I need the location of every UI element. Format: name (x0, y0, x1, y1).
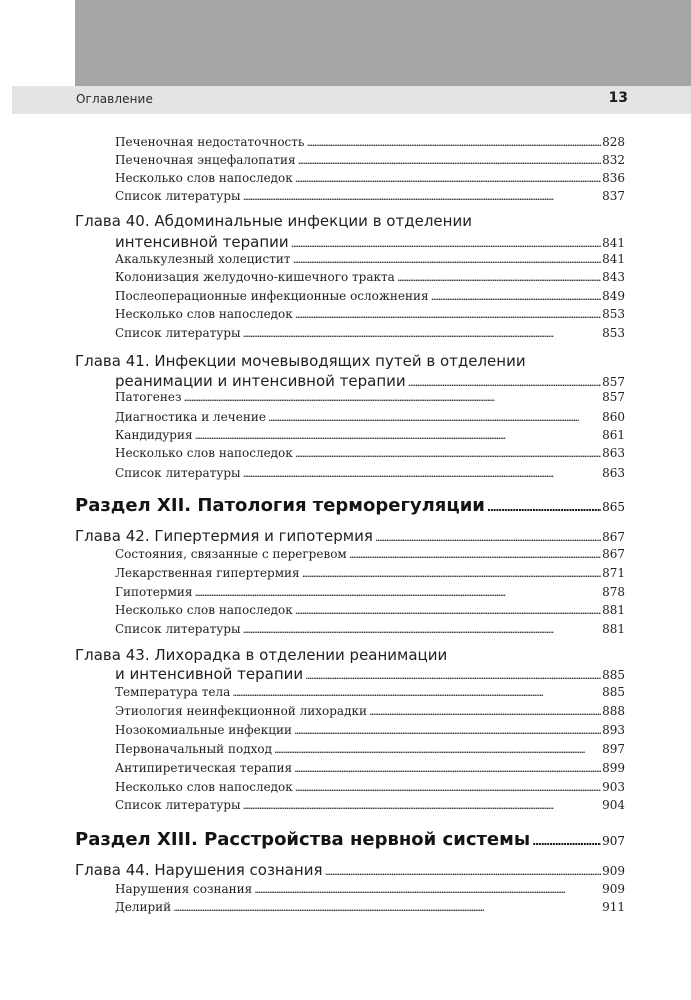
toc-entry-title: Температура тела (115, 685, 231, 699)
toc-entry[interactable] (115, 306, 625, 323)
chapter-entry[interactable] (115, 664, 625, 686)
toc-entry[interactable] (115, 722, 625, 739)
chapter-page: 867 (602, 530, 625, 544)
toc-entry-title: Кандидурия (115, 428, 193, 442)
toc-entry-page: 853 (602, 326, 625, 340)
toc-entry-title: Несколько слов напоследок (115, 171, 293, 185)
toc-entry-title: Антипиретическая терапия (115, 761, 293, 775)
toc-entry-page: 881 (602, 622, 625, 636)
toc-entry-page: 903 (602, 780, 625, 794)
toc-entry-title: Нарушения сознания (115, 882, 253, 896)
toc-entry-title: Первоначальный подход (115, 742, 272, 756)
toc-entry[interactable] (115, 269, 625, 286)
leader-dots (306, 134, 601, 151)
toc-entry-title: Печеночная недостаточность (115, 135, 305, 149)
toc-entry[interactable] (115, 409, 625, 426)
leader-dots (295, 306, 601, 323)
toc-entry[interactable] (115, 797, 625, 814)
leader-dots (254, 881, 601, 898)
leader-dots (375, 526, 601, 548)
chapter-title-line[interactable]: Глава 41. Инфекции мочевыводящих путей в отделении (75, 352, 526, 370)
toc-entry-page: 867 (602, 547, 625, 561)
toc-entry-title: Диагностика и лечение (115, 410, 266, 424)
toc-entry-title: Колонизация желудочно-кишечного тракта (115, 270, 395, 284)
toc-entry[interactable] (115, 621, 625, 638)
page-number: 13 (608, 90, 628, 106)
toc-entry-title: Печеночная энцефалопатия (115, 153, 296, 167)
leader-dots (173, 899, 601, 916)
toc-entry[interactable] (115, 703, 625, 720)
leader-dots (184, 389, 602, 406)
leader-dots (293, 251, 602, 268)
toc-entry[interactable] (115, 188, 625, 205)
toc-entry[interactable] (115, 427, 625, 444)
toc-entry[interactable] (115, 288, 625, 305)
toc-entry-page: 857 (602, 390, 625, 404)
leader-dots (243, 325, 602, 342)
toc-entry[interactable] (115, 881, 625, 898)
toc-entry-title: Послеоперационные инфекционные осложнения (115, 289, 429, 303)
toc-entry-page: 871 (602, 566, 625, 580)
toc-entry-page: 837 (602, 189, 625, 203)
chapter-entry[interactable] (75, 860, 625, 882)
leader-dots (431, 288, 602, 305)
leader-dots (302, 565, 602, 582)
toc-entry-page: 828 (602, 135, 625, 149)
toc-entry[interactable] (115, 602, 625, 619)
section-title: Раздел XIII. Расстройства нервной системы (75, 829, 531, 850)
toc-entry-page: 885 (602, 685, 625, 699)
section-page: 907 (602, 834, 625, 848)
toc-entry-title: Список литературы (115, 466, 241, 480)
chapter-page: 857 (602, 375, 625, 389)
toc-entry-title: Список литературы (115, 798, 241, 812)
toc-entry-title: Несколько слов напоследок (115, 780, 293, 794)
toc-entry[interactable] (115, 546, 625, 563)
toc-entry[interactable] (115, 899, 625, 916)
chapter-title-line[interactable]: Глава 43. Лихорадка в отделении реанимации (75, 646, 448, 664)
leader-dots (294, 722, 601, 739)
section-entry[interactable] (75, 828, 625, 854)
chapter-page: 909 (602, 864, 625, 878)
chapter-title: Глава 42. Гипертермия и гипотермия (75, 527, 373, 545)
chapter-title-continuation: реанимации и интенсивной терапии (115, 372, 406, 390)
leader-dots (243, 621, 602, 638)
toc-entry-title: Несколько слов напоследок (115, 603, 293, 617)
toc-entry-page: 861 (602, 428, 625, 442)
toc-entry[interactable] (115, 152, 625, 169)
toc-entry-title: Список литературы (115, 189, 241, 203)
leader-dots (532, 828, 601, 854)
toc-entry-page: 843 (602, 270, 625, 284)
toc-entry[interactable] (115, 741, 625, 758)
leader-dots (243, 188, 602, 205)
leader-dots (268, 409, 601, 426)
toc-entry[interactable] (115, 760, 625, 777)
leader-dots (349, 546, 601, 563)
section-title: Раздел XII. Патология терморегуляции (75, 495, 485, 516)
chapter-title: Глава 44. Нарушения сознания (75, 861, 323, 879)
toc-entry-page: 878 (602, 585, 625, 599)
toc-entry-page: 893 (602, 723, 625, 737)
toc-entry-title: Делирий (115, 900, 172, 914)
chapter-title-continuation: и интенсивной терапии (115, 665, 304, 683)
chapter-entry[interactable] (75, 526, 625, 548)
chapter-title-continuation: интенсивной терапии (115, 233, 289, 251)
toc-entry-title: Список литературы (115, 622, 241, 636)
toc-entry-page: 888 (602, 704, 625, 718)
chapter-title-line[interactable]: Глава 40. Абдоминальные инфекции в отделении (75, 212, 472, 230)
running-header-title: Оглавление (76, 92, 153, 106)
toc-entry[interactable] (115, 445, 625, 462)
leader-dots (195, 584, 602, 601)
toc-entry-page: 849 (602, 289, 625, 303)
toc-entry-title: Несколько слов напоследок (115, 446, 293, 460)
leader-dots (298, 152, 602, 169)
leader-dots (243, 797, 602, 814)
leader-dots (295, 170, 601, 187)
toc-entry-title: Состояния, связанные с перегревом (115, 547, 347, 561)
toc-entry-page: 853 (602, 307, 625, 321)
toc-entry[interactable] (115, 325, 625, 342)
toc-entry-title: Гипотермия (115, 585, 193, 599)
leader-dots (295, 602, 601, 619)
toc-entry[interactable] (115, 584, 625, 601)
toc-entry[interactable] (115, 389, 625, 406)
leader-dots (195, 427, 602, 444)
leader-dots (294, 760, 601, 777)
chapter-page: 841 (602, 236, 625, 250)
toc-entry[interactable] (115, 134, 625, 151)
toc-entry[interactable] (115, 465, 625, 482)
leader-dots (243, 465, 602, 482)
leader-dots (325, 860, 602, 882)
toc-entry-page: 860 (602, 410, 625, 424)
leader-dots (274, 741, 601, 758)
toc-entry-title: Патогенез (115, 390, 182, 404)
toc-entry[interactable] (115, 170, 625, 187)
toc-entry-title: Несколько слов напоследок (115, 307, 293, 321)
toc-entry[interactable] (115, 684, 625, 701)
toc-entry[interactable] (115, 565, 625, 582)
toc-entry-page: 841 (602, 252, 625, 266)
leader-dots (487, 494, 601, 520)
section-entry[interactable] (75, 494, 625, 520)
toc-entry-title: Список литературы (115, 326, 241, 340)
toc-entry-page: 863 (602, 446, 625, 460)
toc-entry-page: 909 (602, 882, 625, 896)
toc-entry-page: 863 (602, 466, 625, 480)
leader-dots (295, 445, 601, 462)
leader-dots (305, 664, 601, 686)
toc-entry-page: 899 (602, 761, 625, 775)
toc-entry-page: 881 (602, 603, 625, 617)
toc-entry-page: 832 (602, 153, 625, 167)
toc-entry[interactable] (115, 251, 625, 268)
toc-entry-page: 836 (602, 171, 625, 185)
toc-entry-title: Лекарственная гипертермия (115, 566, 300, 580)
toc-entry-page: 911 (602, 900, 625, 914)
leader-dots (397, 269, 601, 286)
leader-dots (369, 703, 601, 720)
section-page: 865 (602, 500, 625, 514)
chapter-page: 885 (602, 668, 625, 682)
leader-dots (295, 779, 601, 796)
toc-entry-title: Акалькулезный холецистит (115, 252, 291, 266)
toc-entry-page: 904 (602, 798, 625, 812)
toc-entry[interactable] (115, 779, 625, 796)
leader-dots (232, 684, 601, 701)
toc-entry-page: 897 (602, 742, 625, 756)
toc-entry-title: Нозокомиальные инфекции (115, 723, 292, 737)
toc-entry-title: Этиология неинфекционной лихорадки (115, 704, 367, 718)
